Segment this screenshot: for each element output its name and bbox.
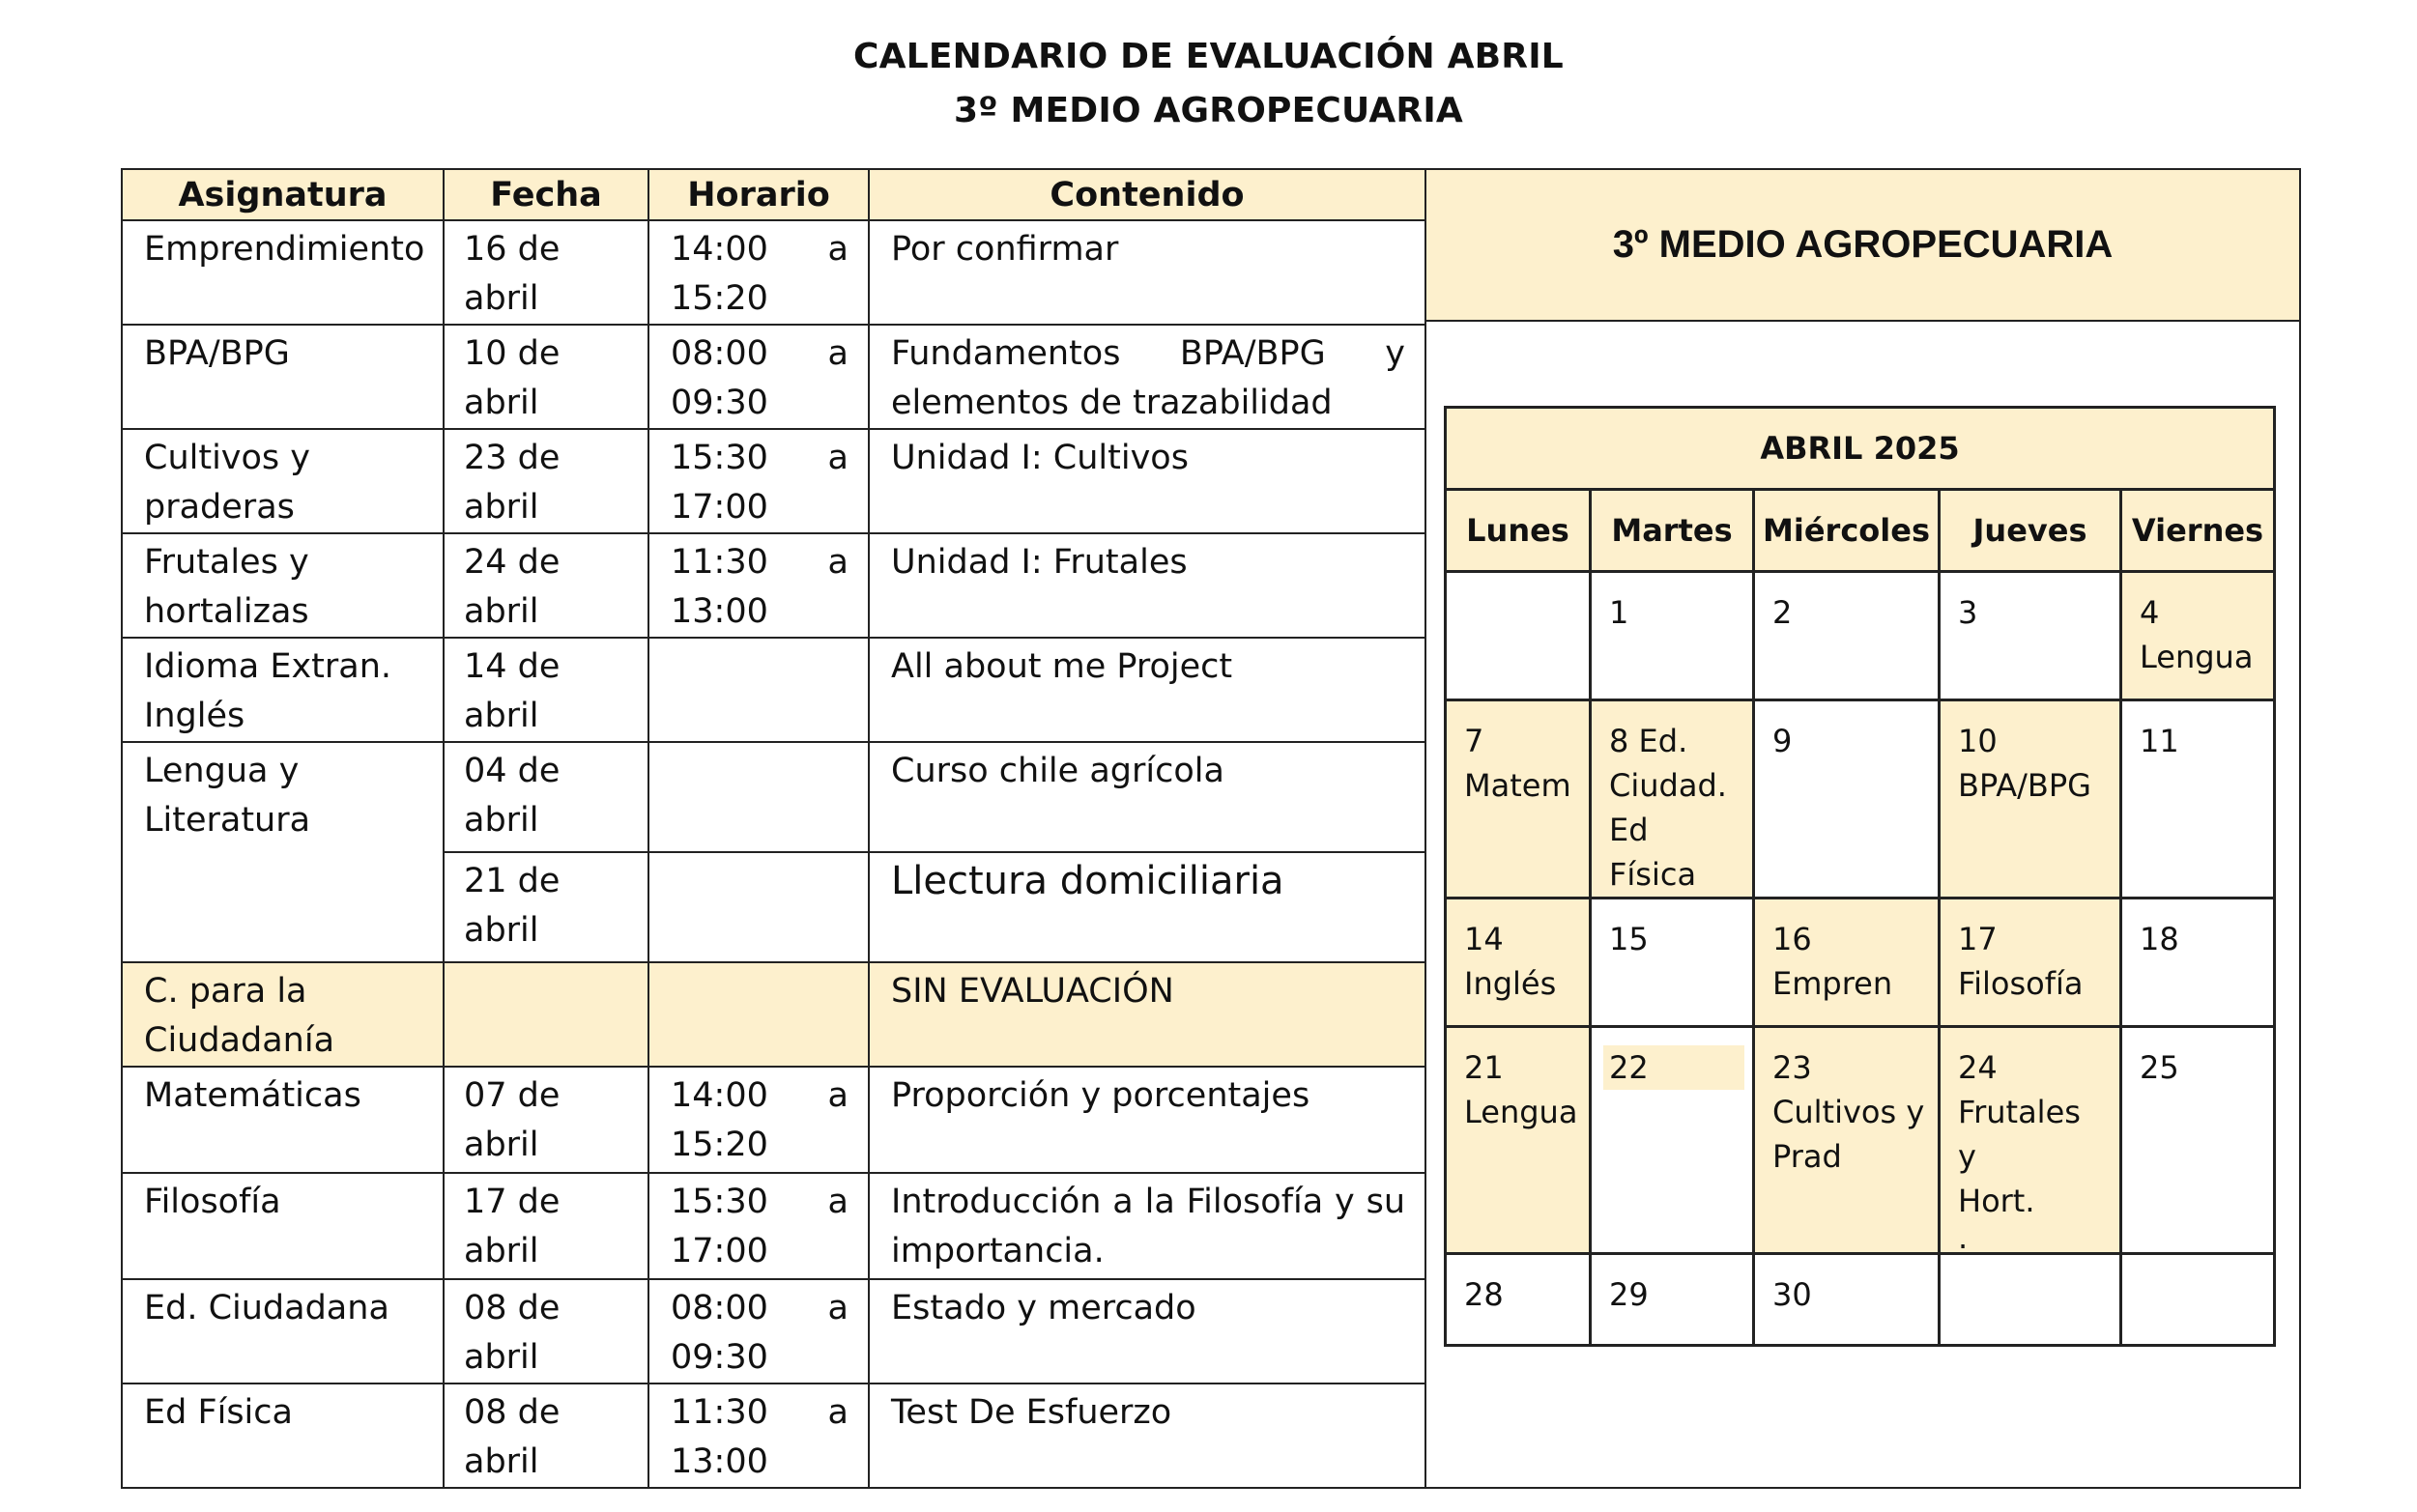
calendar-day: 24 Frutales y Hort. . [1940,1027,2121,1254]
calendar-day: 29 [1591,1254,1754,1346]
calendar-day: 28 [1446,1254,1591,1346]
horario-cell: 14:00 a 15:20 [671,1076,849,1164]
asignatura-cell: Frutales y hortalizas [144,543,309,631]
fecha-cell: 10 de abril [464,334,561,422]
calendar-day [1446,572,1591,700]
panel-title: 3º MEDIO AGROPECUARIA [1426,170,2299,322]
horario-cell [648,638,869,742]
calendar-day: 30 [1754,1254,1940,1346]
horario-cell [648,852,869,962]
fecha-cell: 17 de abril [464,1183,561,1270]
calendar-day [1940,1254,2121,1346]
contenido-cell: Unidad I: Cultivos [891,439,1189,477]
fecha-cell: 07 de abril [464,1076,561,1164]
april-calendar [1444,406,2276,1347]
contenido-cell: Fundamentos BPA/BPG y elementos de trazabilidad [891,334,1405,422]
header-contenido: Contenido [869,169,1425,220]
contenido-cell: SIN EVALUACIÓN [891,972,1174,1011]
calendar-day: 17 Filosofía [1940,899,2121,1027]
fecha-cell: 14 de abril [464,647,561,735]
asignatura-cell: Filosofía [144,1183,281,1221]
calendar-day: 21 Lengua [1446,1027,1591,1254]
contenido-cell: Proporción y porcentajes [891,1076,1310,1115]
calendar-day: 25 [2121,1027,2275,1254]
contenido-cell: Estado y mercado [891,1289,1196,1327]
calendar-day [2121,1254,2275,1346]
fecha-cell: 16 de abril [464,230,561,318]
asignatura-cell: Ed Física [144,1393,293,1432]
calendar-day: 1 [1591,572,1754,700]
asignatura-cell: Emprendimiento [144,230,425,269]
asignatura-cell: Idioma Extran. Inglés [144,647,392,735]
calendar-day: 11 [2121,700,2275,899]
horario-cell: 15:30 a 17:00 [671,439,849,527]
contenido-cell: Curso chile agrícola [891,752,1224,790]
calendar-day: 3 [1940,572,2121,700]
horario-cell: 08:00 a 09:30 [671,334,849,422]
day-header-miercoles: Miércoles [1754,490,1940,572]
calendar-month: ABRIL 2025 [1446,408,2275,490]
fecha-cell: 24 de abril [464,543,561,631]
fecha-cell: 08 de abril [464,1289,561,1377]
contenido-cell: Test De Esfuerzo [891,1393,1172,1432]
fecha-cell: 21 de abril [464,862,561,950]
fecha-cell: 23 de abril [464,439,561,527]
contenido-cell: Unidad I: Frutales [891,543,1188,582]
calendar-day: 9 [1754,700,1940,899]
header-horario: Horario [648,169,869,220]
horario-cell [648,962,869,1067]
horario-cell: 11:30 a 13:00 [671,1393,849,1481]
contenido-cell: Introducción a la Filosofía y su importancia. [891,1183,1405,1270]
day-header-martes: Martes [1591,490,1754,572]
asignatura-cell: BPA/BPG [144,334,290,373]
calendar-day: 2 [1754,572,1940,700]
calendar-day: 14 Inglés [1446,899,1591,1027]
horario-cell: 15:30 a 17:00 [671,1183,849,1270]
fecha-cell: 04 de abril [464,752,561,840]
fecha-cell: 08 de abril [464,1393,561,1481]
calendar-day: 8 Ed. Ciudad. Ed Física [1591,700,1754,899]
asignatura-cell: Lengua y Literatura [144,752,311,840]
asignatura-cell: Cultivos y praderas [144,439,310,527]
asignatura-cell: C. para la Ciudadanía [144,972,335,1060]
calendar-day: 16 Empren [1754,899,1940,1027]
calendar-day: 18 [2121,899,2275,1027]
contenido-cell: Por confirmar [891,230,1119,269]
calendar-day: 7 Matem [1446,700,1591,899]
asignatura-cell: Ed. Ciudadana [144,1289,389,1327]
calendar-day: 15 [1591,899,1754,1027]
horario-cell: 14:00 a 15:20 [671,230,849,318]
day-header-viernes: Viernes [2121,490,2275,572]
calendar-day: 23 Cultivos y Prad [1754,1027,1940,1254]
horario-cell: 08:00 a 09:30 [671,1289,849,1377]
page-subtitle: 3º MEDIO AGROPECUARIA [953,91,1463,130]
header-asignatura: Asignatura [122,169,444,220]
day-header-jueves: Jueves [1940,490,2121,572]
header-fecha: Fecha [444,169,648,220]
horario-cell [648,742,869,852]
calendar-day: 4 Lengua [2121,572,2275,700]
contenido-cell: Llectura domiciliaria [891,859,1284,903]
fecha-cell [444,962,648,1067]
horario-cell: 11:30 a 13:00 [671,543,849,631]
calendar-day: 22 [1591,1027,1754,1254]
contenido-cell: All about me Project [891,647,1233,686]
page-title: CALENDARIO DE EVALUACIÓN ABRIL [853,37,1564,76]
asignatura-cell: Matemáticas [144,1076,361,1115]
calendar-day: 10 BPA/BPG [1940,700,2121,899]
day-header-lunes: Lunes [1446,490,1591,572]
